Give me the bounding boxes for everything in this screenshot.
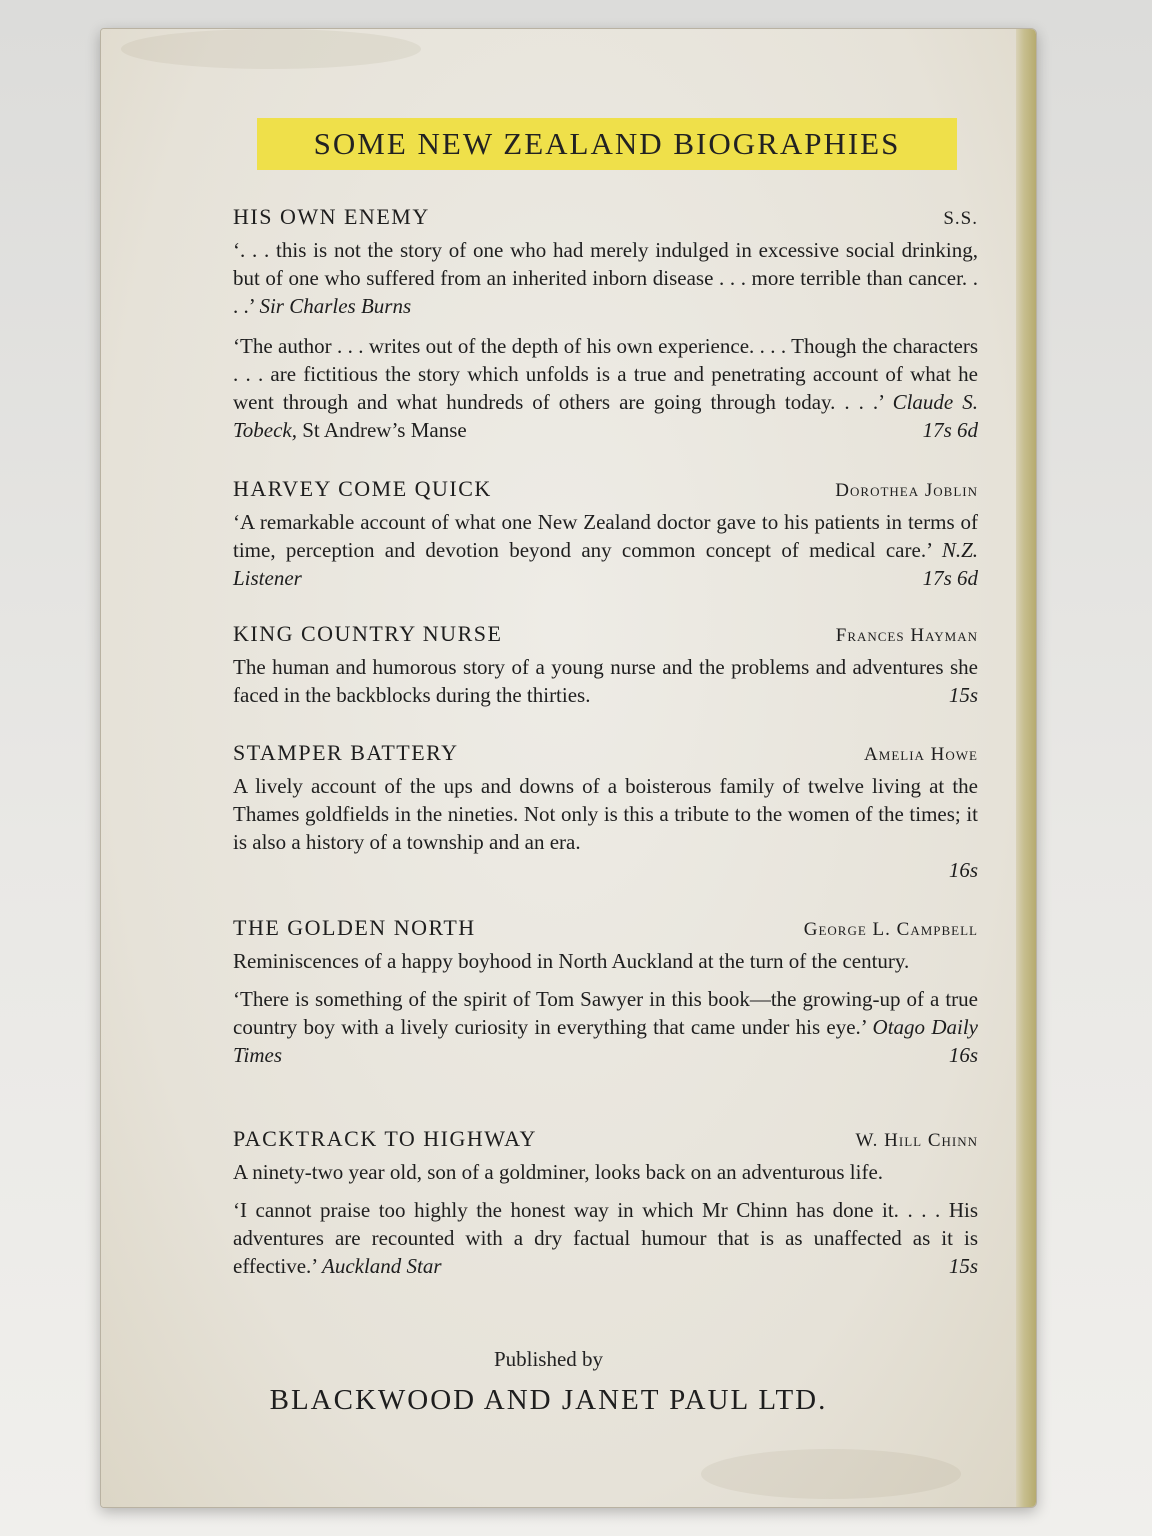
wear-mark [121,29,421,69]
price: 15s [948,683,978,707]
review-quote: ‘I cannot praise too highly the honest way in which Mr Chinn has done it. . . . His adventures are recounted with a dry factual humour that is as unaffected as it is effective.’ Auckland Star 15s [233,1198,978,1278]
spine-edge [1016,29,1036,1507]
book-author: George L. Campbell [803,919,978,940]
review-quote: ‘A remarkable account of what one New Zealand doctor gave to his patients in terms of time, perception and devotion beyond any common concept of medical care.’ N.Z. Listener 17s 6d [233,510,978,590]
price: 15s [948,1254,978,1278]
book-title: HARVEY COME QUICK [233,476,492,501]
wear-mark [701,1449,961,1499]
description: A lively account of the ups and downs of a boisterous family of twelve living at the Thames goldfields in the nineties. Not only is this a tribute to the women of the times; it is also a history of a township and an era. [233,774,978,854]
book-entry [233,1126,978,1280]
review-quote: ‘The author . . . writes out of the depth of his own experience. . . . Though the characters . . . are fictitious the story which unfolds is a true and penetrating account of what he went through and what hundreds of others are going through today. . . .’ Claude S. Tobeck, St Andrew’s Manse 17s 6d [233,334,978,442]
review-quote: ‘There is something of the spirit of Tom Sawyer in this book—the growing-up of a true country boy with a lively curiosity in everything that came under his eye.’ Otago Daily Times 16s [233,987,978,1067]
heading-banner [257,118,957,170]
book-author: S.S. [943,208,978,229]
review-source: Sir Charles Burns [259,294,412,318]
book-entry [233,621,978,709]
book-entry [233,204,978,444]
review-source: Auckland Star [322,1254,442,1278]
heading-text: SOME NEW ZEALAND BIOGRAPHIES [313,126,901,161]
book-author: Frances Hayman [835,625,978,646]
book-author: Dorothea Joblin [835,480,978,501]
book-entry [233,915,978,1069]
book-entry [233,740,978,884]
published-by-label: Published by [493,1347,604,1371]
book-title: PACKTRACK TO HIGHWAY [233,1126,537,1151]
review-source: N.Z. Listener [233,538,978,590]
price: 16s [948,858,978,882]
book-title: HIS OWN ENEMY [233,204,430,229]
book-title: THE GOLDEN NORTH [233,915,476,940]
review-quote: ‘. . . this is not the story of one who had merely indulged in excessive social drinking, but of one who suffered from an inherited inborn disease . . . more terrible than cancer. . . .’ Sir Charles Burns [233,238,978,318]
dust-jacket [101,29,1016,1507]
book-author: W. Hill Chinn [855,1130,978,1151]
book-title: STAMPER BATTERY [233,740,459,765]
price: 17s 6d [922,566,978,590]
publisher-name: BLACKWOOD AND JANET PAUL LTD. [269,1384,828,1416]
review-source: Claude S. Tobeck, [233,390,978,442]
description: A ninety-two year old, son of a goldminer, looks back on an adventurous life. [233,1160,884,1184]
book-title: KING COUNTRY NURSE [233,621,503,646]
price: 16s [948,1043,978,1067]
book-back-cover [100,28,1037,1508]
description: Reminiscences of a happy boyhood in North Auckland at the turn of the century. [233,949,910,973]
description: The human and humorous story of a young nurse and the problems and adventures she faced in the backblocks during the thirties. 15s [233,655,978,707]
review-source-place: St Andrew’s Manse [302,418,467,442]
review-source: Otago Daily Times [233,1015,978,1067]
book-entry [233,476,978,592]
book-author: Amelia Howe [864,744,978,765]
price: 17s 6d [922,418,978,442]
